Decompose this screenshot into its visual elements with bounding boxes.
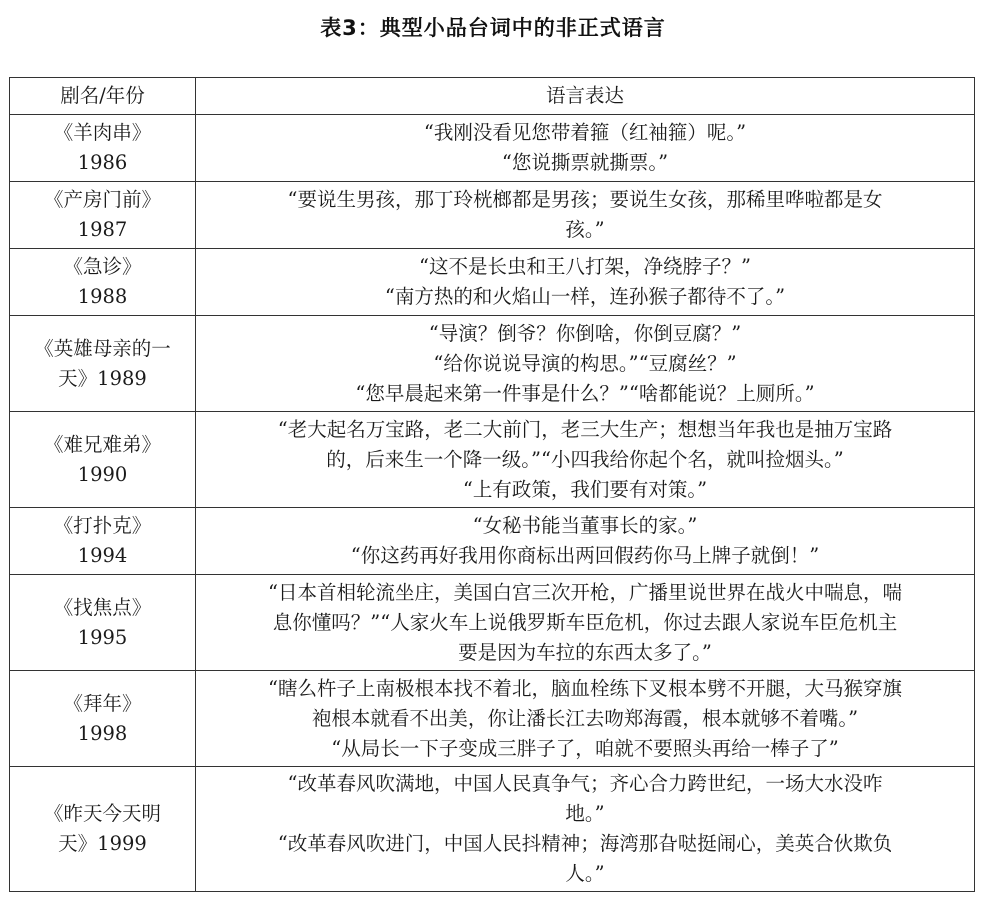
expression-line: 地。” — [565, 802, 605, 825]
expression-line: “您说撕票就撕票。” — [501, 151, 669, 174]
header-title-year: 剧名/年份 — [10, 78, 196, 115]
table-row — [10, 767, 975, 892]
play-cell — [10, 412, 196, 508]
expression-cell — [196, 316, 975, 412]
expression-cell — [196, 575, 975, 671]
expression-line: “瞎么杵子上南极根本找不着北，脑血栓练下叉根本劈不开腿，大马猴穿旗 — [268, 676, 902, 700]
expression-line: “我刚没看见您带着箍（红袖箍）呢。” — [423, 121, 747, 144]
expression-line: 要是因为车拉的东西太多了。” — [458, 640, 712, 664]
table-row — [10, 671, 975, 767]
play-cell — [10, 508, 196, 575]
expression-cell — [196, 115, 975, 182]
expression-line: 人。” — [565, 862, 605, 885]
expression-line: “日本首相轮流坐庄，美国白宫三次开枪，广播里说世界在战火中喘息，喘 — [268, 580, 902, 604]
header-expression: 语言表达 — [196, 78, 975, 115]
play-cell — [10, 575, 196, 671]
table-row — [10, 575, 975, 671]
expression-line: “老大起名万宝路，老二大前门，老三大生产；想想当年我也是抽万宝路 — [277, 417, 893, 441]
play-year: 1990 — [77, 462, 128, 486]
expression-line: “上有政策，我们要有对策。” — [462, 477, 708, 501]
play-title: 《英雄母亲的一 — [34, 336, 171, 360]
play-cell — [10, 182, 196, 249]
play-year: 1987 — [77, 218, 128, 241]
play-title: 《难兄难弟》 — [43, 432, 161, 456]
expression-line: “您早晨起来第一件事是什么？”“啥都能说？上厕所。” — [355, 381, 815, 405]
play-title: 《昨天今天明 — [43, 802, 161, 825]
expression-cell — [196, 412, 975, 508]
play-title: 《拜年》 — [63, 691, 142, 715]
expression-line: “这不是长虫和王八打架，净绕脖子？” — [419, 255, 751, 278]
table-title: 表3：典型小品台词中的非正式语言 — [320, 16, 666, 40]
expression-line: 孩。” — [565, 218, 605, 241]
play-cell — [10, 249, 196, 316]
play-cell — [10, 115, 196, 182]
expression-line: 息你懂吗？”“人家火车上说俄罗斯车臣危机，你过去跟人家说车臣危机主 — [272, 610, 898, 634]
table-row — [10, 115, 975, 182]
expression-line: “改革春风吹满地，中国人民真争气；齐心合力跨世纪，一场大水没咋 — [287, 772, 883, 795]
play-cell — [10, 671, 196, 767]
expression-line: “要说生男孩，那丁玲桄榔都是男孩；要说生女孩，那稀里哗啦都是女 — [287, 188, 883, 211]
expression-cell — [196, 671, 975, 767]
expression-line: “你这药再好我用你商标出两回假药你马上牌子就倒！” — [350, 544, 820, 567]
play-title: 《找焦点》 — [53, 595, 152, 619]
expression-line: 袍根本就看不出美，你让潘长江去吻郑海霞，根本就够不着嘴。” — [311, 706, 859, 730]
table-row — [10, 316, 975, 412]
expression-line: 的，后来生一个降一级。”“小四我给你起个名，就叫捡烟头。” — [326, 447, 844, 471]
play-title: 《急诊》 — [63, 255, 142, 278]
play-year: 1995 — [77, 625, 128, 649]
play-year: 1994 — [77, 544, 128, 567]
expression-cell — [196, 508, 975, 575]
play-year: 1998 — [77, 721, 128, 745]
expression-line: “改革春风吹进门，中国人民抖精神；海湾那旮哒挺闹心，美英合伙欺负 — [277, 832, 893, 855]
play-cell — [10, 767, 196, 892]
expression-cell — [196, 767, 975, 892]
table-row — [10, 249, 975, 316]
play-cell — [10, 316, 196, 412]
play-year: 天》1989 — [58, 366, 147, 390]
expression-line: “从局长一下子变成三胖子了，咱就不要照头再给一棒子了” — [331, 736, 839, 760]
table-row — [10, 412, 975, 508]
play-title: 《羊肉串》 — [53, 121, 152, 144]
expression-cell — [196, 182, 975, 249]
table-row — [10, 508, 975, 575]
expression-line: “女秘书能当董事长的家。” — [472, 514, 698, 537]
play-year: 1986 — [77, 151, 128, 174]
expression-line: “南方热的和火焰山一样，连孙猴子都待不了。” — [384, 285, 786, 308]
informal-language-table — [9, 77, 975, 892]
expression-line: “给你说说导演的构思。”“豆腐丝？” — [433, 351, 737, 375]
play-year: 天》1999 — [58, 832, 147, 855]
play-year: 1988 — [77, 285, 128, 308]
header-row — [10, 78, 975, 115]
expression-line: “导演？倒爷？你倒啥，你倒豆腐？” — [428, 321, 742, 345]
table-row — [10, 182, 975, 249]
play-title: 《打扑克》 — [53, 514, 152, 537]
play-title: 《产房门前》 — [43, 188, 161, 211]
expression-cell — [196, 249, 975, 316]
